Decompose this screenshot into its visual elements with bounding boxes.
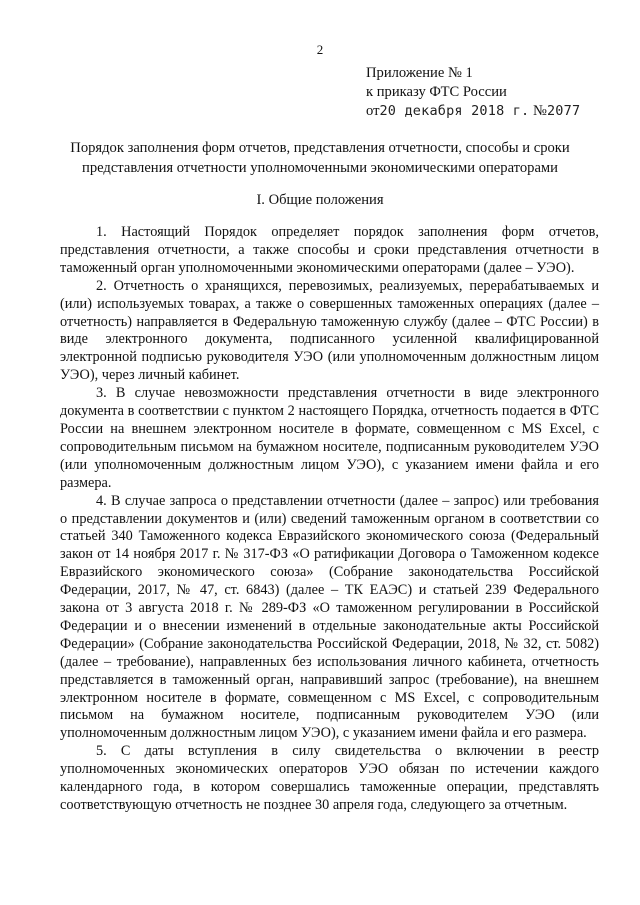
paragraph-4: 4. В случае запроса о представлении отчетности (далее – запрос) или требования о представлении документов и (или) сведений таможенным органом в соответствии со статьей 340 Таможенного кодекса Евразийского экономического союза (Федеральный закон от 14 ноября 2017 г. № 317-ФЗ «О ратификации Договора о Таможенном кодексе Евразийского экономического союза» (Собрание законодательства Российской Федерации, 2017, № 47, ст. 6843) (далее – ТК ЕАЭС) и статьей 239 Федерального закона от 3 августа 2018 г. № 289-ФЗ «О таможенном регулировании в Российской Федерации и о внесении изменений в отдельные законодательные акты Российской Федерации» (Собрание законодательства Российской Федерации, 2018, № 32, ст. 5082) (далее – требование), направленных без использования личного кабинета, отчетность представляется в таможенный орган, направивший запрос (требование), на внешнем электронном носителе в формате, совмещенном с MS Excel, с сопроводительным письмом на бумажном носителе, подписанным руководителем УЭО (или уполномоченным должностным лицом УЭО), с указанием имени файла и его размера. [60,492,599,742]
paragraph-2: 2. Отчетность о хранящихся, перевозимых, реализуемых, перерабатываемых и (или) используемых товарах, а также о совершенных таможенных операциях (далее – отчетность) направляется в Федеральную таможенную службу (далее – ФТС России) в виде электронного документа, подписанного усиленной квалифицированной электронной подписью руководителя УЭО (или уполномоченным должностным лицом УЭО), через личный кабинет. [60,277,599,384]
order-date: 20 декабря 2018 г. [379,103,530,119]
paragraph-5: 5. С даты вступления в силу свидетельства о включении в реестр уполномоченных экономических операторов УЭО обязан по истечении каждого календарного года, в котором совершались таможенные операции, представлять соответствующую отчетность не позднее 30 апреля года, следующего за отчетным. [60,743,599,813]
appendix-title: Приложение № 1 [366,65,473,81]
document-title: Порядок заполнения форм отчетов, представления отчетности, способы и сроки представления отчетности уполномоченными экономическими операторами [70,140,570,176]
appendix-date-line [366,102,580,121]
document-body [60,224,599,815]
appendix-header [366,64,580,121]
number-prefix: № [533,103,547,119]
date-prefix: от [366,103,380,119]
paragraph-1: 1. Настоящий Порядок определяет порядок заполнения форм отчетов, представления отчетности, а также способы и сроки представления отчетности в таможенный орган уполномоченными экономическими операторами (далее – УЭО). [60,224,599,276]
order-number: 2077 [546,103,581,119]
appendix-order-ref: к приказу ФТС России [366,84,507,100]
page-number: 2 [316,42,324,57]
paragraph-3: 3. В случае невозможности представления отчетности в виде электронного документа в соответствии с пунктом 2 настоящего Порядка, отчетность подается в ФТС России на внешнем электронном носителе в формате, совмещенном с MS Excel, с сопроводительным письмом на бумажном носителе, подписанным руководителем УЭО (или уполномоченным должностным лицом УЭО), с указанием имени файла и его размера. [60,385,599,491]
section-heading: I. Общие положения [256,192,384,208]
